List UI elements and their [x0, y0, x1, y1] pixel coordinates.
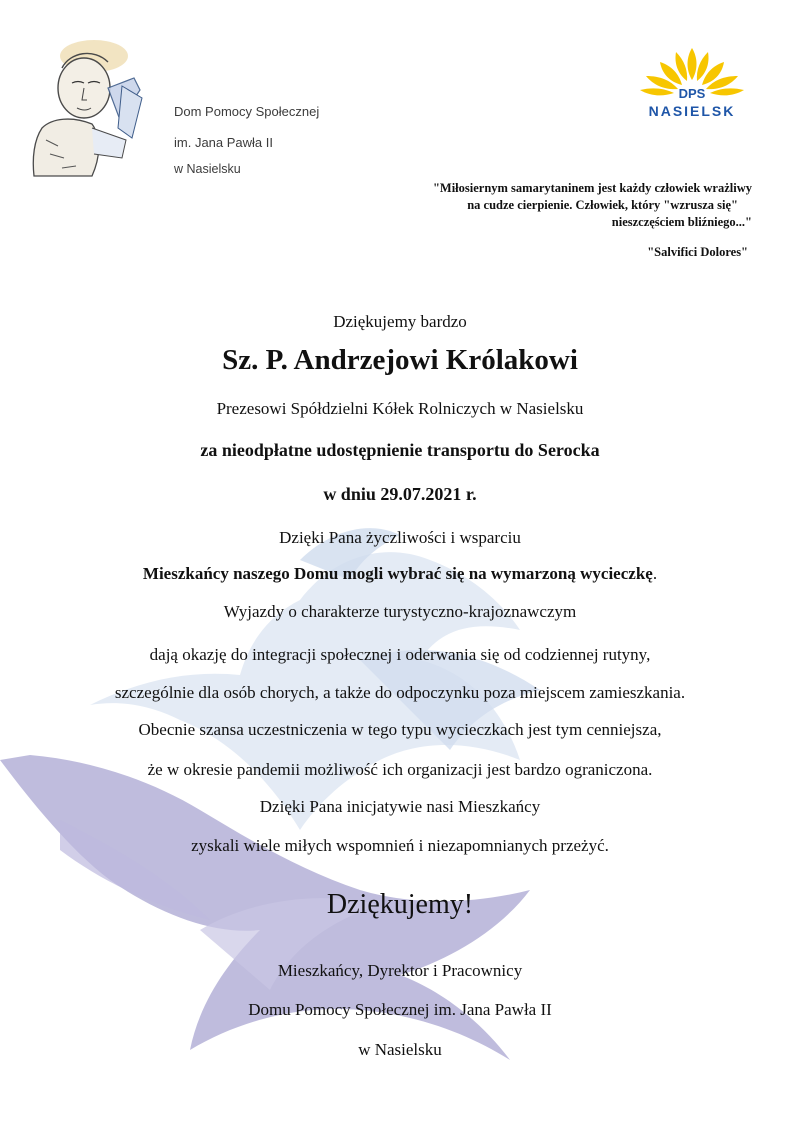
signature-line: Mieszkańcy, Dyrektor i Pracownicy: [277, 961, 523, 980]
institution-name: Dom Pomocy Społecznej: [174, 104, 320, 119]
recipient-role: Prezesowi Spółdzielni Kółek Rolniczych w Nasielsku: [216, 399, 584, 418]
body-line: Obecnie szansa uczestniczenia w tego typu wycieczkach jest tym cenniejsza,: [138, 720, 662, 739]
quote-line: na cudze cierpienie. Człowiek, który "wzrusza się": [467, 198, 738, 212]
body-line-period: .: [652, 564, 658, 583]
quote-line: nieszczęściem bliźniego...": [611, 215, 752, 229]
thanks-reason: za nieodpłatne udostępnienie transportu do Serocka: [200, 440, 600, 460]
body-line-bold: [0, 564, 800, 584]
greeting: Dziękujemy bardzo: [333, 312, 467, 331]
pope-portrait-sketch: [22, 28, 162, 178]
body-line: że w okresie pandemii możliwość ich organizacji jest bardzo ograniczona.: [147, 760, 653, 779]
logo-text-top: DPS: [678, 86, 706, 101]
institution-patron: im. Jana Pawła II: [174, 135, 273, 150]
signature-line: Domu Pomocy Społecznej im. Jana Pawła II: [248, 1000, 552, 1019]
closing-thanks: Dziękujemy!: [326, 889, 474, 920]
recipient-name: Sz. P. Andrzejowi Królakowi: [222, 344, 578, 376]
body-line-bold-text: Mieszkańcy naszego Domu mogli wybrać się na wymarzoną wycieczkę: [142, 564, 653, 583]
dps-nasielsk-logo: [632, 40, 752, 122]
institution-town: w Nasielsku: [174, 162, 241, 176]
signature-line: w Nasielsku: [358, 1040, 442, 1059]
quote-source: "Salvifici Dolores": [647, 245, 748, 259]
quote-block: [332, 180, 752, 261]
body-line: Dzięki Pana inicjatywie nasi Mieszkańcy: [259, 797, 541, 816]
body-line: zyskali wiele miłych wspomnień i niezapomnianych przeżyć.: [191, 836, 609, 855]
trip-date: w dniu 29.07.2021 r.: [323, 484, 477, 504]
logo-text-bottom: NASIELSK: [648, 103, 736, 119]
body-line: szczególnie dla osób chorych, a także do odpoczynku poza miejscem zamieszkania.: [114, 683, 686, 702]
quote-line: "Miłosiernym samarytaninem jest każdy człowiek wrażliwy: [432, 181, 752, 195]
body-line: Wyjazdy o charakterze turystyczno-krajoznawczym: [223, 602, 577, 621]
body-line: Dzięki Pana życzliwości i wsparciu: [279, 528, 521, 547]
body-line: dają okazję do integracji społecznej i oderwania się od codziennej rutyny,: [149, 645, 651, 664]
